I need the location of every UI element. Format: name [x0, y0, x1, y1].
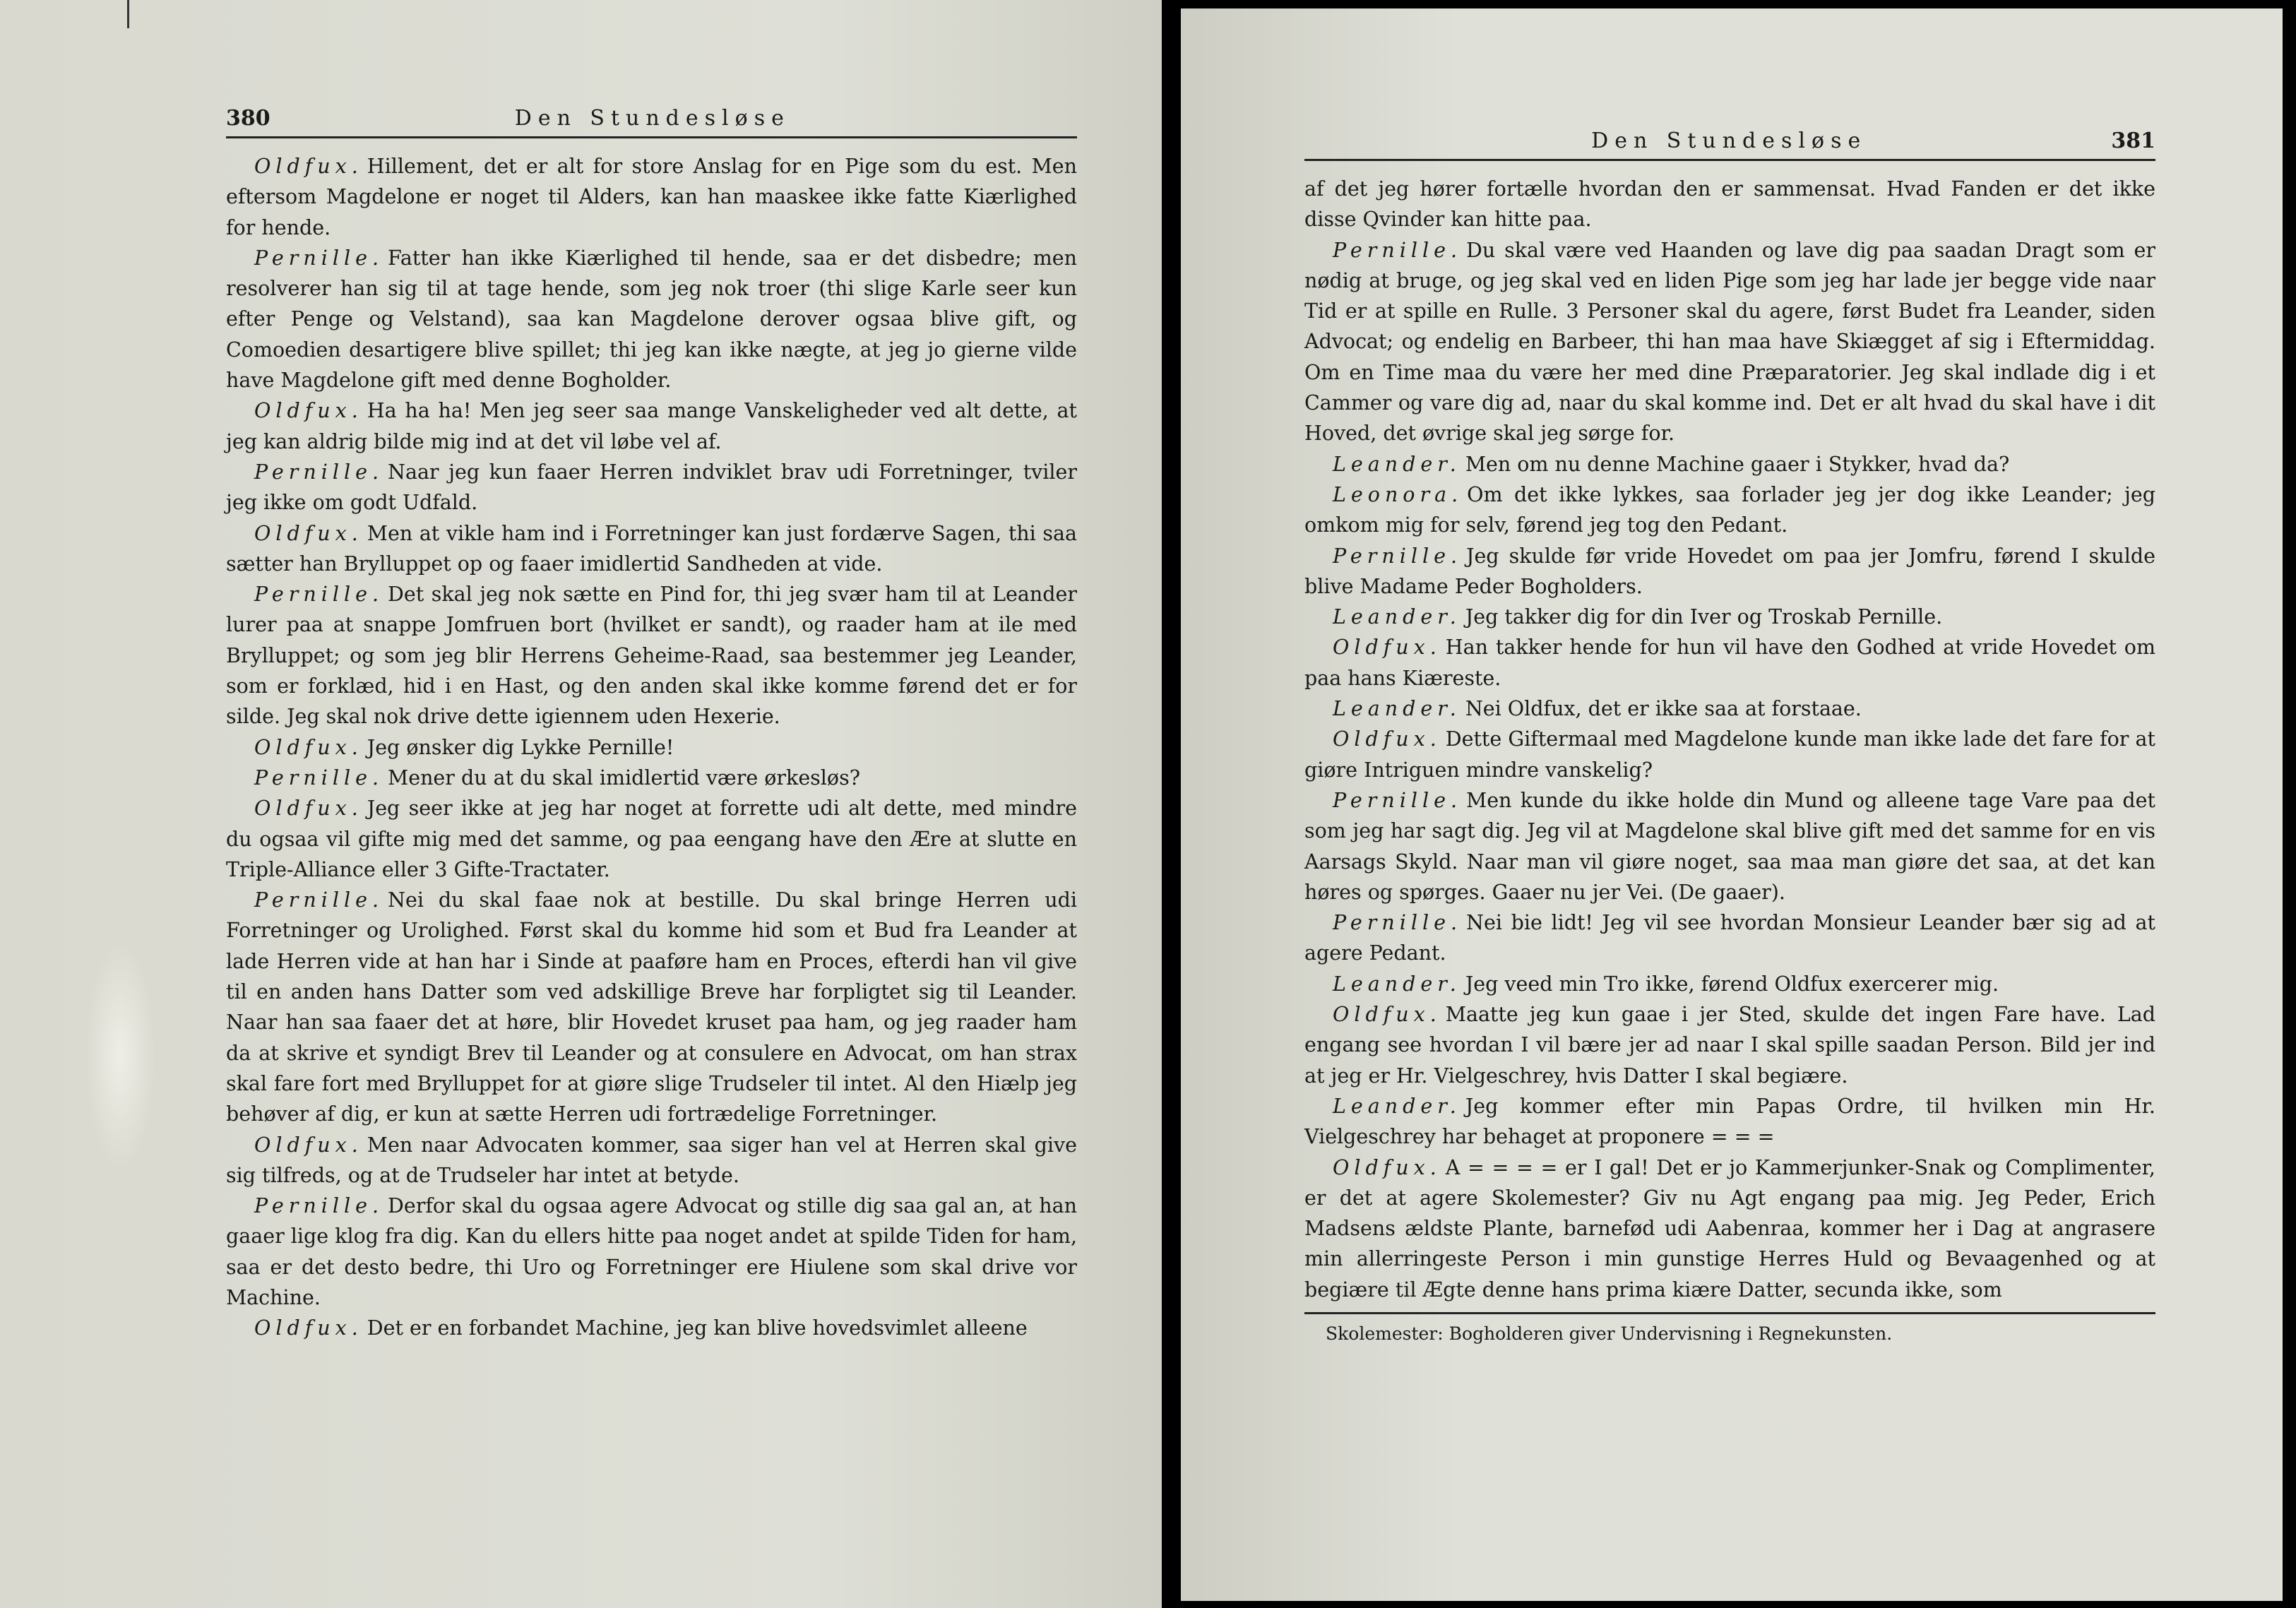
- speaker-name: Oldfux.: [254, 1316, 363, 1340]
- dialogue-paragraph: [1304, 907, 2155, 969]
- speaker-name: Oldfux.: [1333, 1155, 1441, 1179]
- dialogue-text: Det er en forbandet Machine, jeg kan blive hovedsvimlet alleene: [367, 1316, 1028, 1340]
- dialogue-paragraph: [1304, 602, 2155, 632]
- dialogue-text: Nei Oldfux, det er ikke saa at forstaae.: [1465, 697, 1862, 721]
- speaker-name: Oldfux.: [254, 155, 363, 178]
- dialogue-text: Hillement, det er alt for store Anslag for en Pige som du est. Men eftersom Magdelone er noget til Alders, kan han maaskee ikke fatte Kiærlighed for hende.: [226, 155, 1077, 239]
- dialogue-text: Om det ikke lykkes, saa forlader jeg jer dog ikke Leander; jeg omkom mig for selv, førend jeg tog den Pedant.: [1304, 482, 2155, 537]
- dialogue-text: Nei du skal faae nok at bestille. Du skal bringe Herren udi Forretninger og Urolighed. Først skal du komme hid som et Bud fra Leander at lade Herren vide at han har i Sinde at paaføre ham en Proces, efterdi han vil give til en anden hans Datter som ved adskillige Breve har forpligtet sig til Leander. Naar han saa faaer det at høre, blir Hovedet kruset paa ham, og jeg raader ham da at skrive et syndigt Brev til Leander og at consulere en Advocat, om han strax skal fare fort med Brylluppet for at giøre slige Trudseler til intet. Al den Hiælp jeg behøver af dig, er kun at sætte Herren udi fortrædelige Forretninger.: [226, 888, 1077, 1126]
- dialogue-text: Han takker hende for hun vil have den Godhed at vride Hovedet om paa hans Kiæreste.: [1304, 636, 2155, 690]
- dialogue-text: Det skal jeg nok sætte en Pind for, thi jeg svær ham til at Leander lurer paa at snappe Jomfruen bort (hvilket er sandt), og raader ham at ile med Brylluppet; og som jeg blir Herrens Geheime-Raad, saa bestemmer jeg Leander, som er forklæd, hid i en Hast, og den anden skal ikke komme førend det er for silde. Jeg skal nok drive dette igiennem uden Hexerie.: [226, 583, 1077, 729]
- dialogue-paragraph: [1304, 969, 2155, 999]
- speaker-name: Oldfux.: [1333, 636, 1441, 660]
- dialogue-paragraph: [1304, 785, 2155, 907]
- dialogue-text: Jeg takker dig for din Iver og Troskab Pernille.: [1465, 605, 1943, 629]
- speaker-name: Leander.: [1333, 605, 1461, 629]
- dialogue-paragraph: [1304, 724, 2155, 785]
- dialogue-text: Du skal være ved Haanden og lave dig paa saadan Dragt som er nødig at bruge, og jeg skal ved en liden Pige som jeg har lade jer begge vide naar Tid er at spille en Rulle. 3 Personer skal du agere, først Budet fra Leander, siden Advocat; og endelig en Barbeer, thi han maa have Skiægget af sig i Eftermiddag. Om en Time maa du være her med dine Præparatorier. Jeg skal indlade dig i et Cammer og vare dig ad, naar du skal komme ind. Det er alt hvad du skal have i dit Hoved, det øvrige skal jeg sørge for.: [1304, 238, 2155, 446]
- speaker-name: Pernille.: [254, 460, 384, 484]
- dialogue-text: Jeg ønsker dig Lykke Pernille!: [367, 735, 674, 759]
- footnote: Skolemester: Bogholderen giver Undervisning i Regnekunsten.: [1326, 1323, 1893, 1344]
- speaker-name: Pernille.: [254, 1194, 384, 1218]
- speaker-name: Oldfux.: [254, 1133, 363, 1157]
- speaker-name: Oldfux.: [254, 399, 363, 423]
- speaker-name: Oldfux.: [254, 521, 363, 545]
- continuation-paragraph: af det jeg hører fortælle hvordan den er sammensat. Hvad Fanden er det ikke disse Qvinder kan hitte paa.: [1304, 177, 2155, 232]
- page-edge-mark: [127, 0, 129, 28]
- dialogue-text: Mener du at du skal imidlertid være ørkesløs?: [388, 766, 860, 790]
- speaker-name: Pernille.: [1333, 544, 1463, 568]
- dialogue-paragraph: [226, 151, 1077, 243]
- dialogue-text: Fatter han ikke Kiærlighed til hende, saa er det disbedre; men resolverer han sig til at tage hende, som jeg nok troer (thi slige Karle seer kun efter Penge og Velstand), saa kan Magdelone derover ogsaa blive gift, og Comoedien desartigere blive spillet; thi jeg kan ikke nægte, at jeg jo gierne vilde have Magdelone gift med denne Bogholder.: [226, 246, 1077, 393]
- dialogue-paragraph: [226, 395, 1077, 457]
- dialogue-text: Men naar Advocaten kommer, saa siger han vel at Herren skal give sig tilfreds, og at de Trudseler har intet at betyde.: [226, 1133, 1077, 1187]
- left-running-title: Den Stundesløse: [514, 106, 790, 131]
- speaker-name: Pernille.: [254, 766, 384, 790]
- right-page: [1181, 8, 2283, 1601]
- dialogue-paragraph: [1304, 1153, 2155, 1305]
- dialogue-paragraph: [226, 1130, 1077, 1191]
- dialogue-paragraph: [1304, 999, 2155, 1091]
- dialogue-text: A = = = = er I gal! Det er jo Kammerjunker-Snak og Complimenter, er det at agere Skolemester? Giv nu Agt engang paa mig. Jeg Peder, Erich Madsens ældste Plante, barnefød udi Aabenraa, kommer her i Dag at angrasere min allerringeste Person i min gunstige Herres Huld og Bevaagenhed og at begiære til Ægte denne hans prima kiære Datter, secunda ikke, som: [1304, 1155, 2155, 1302]
- left-text-block: [226, 151, 1077, 1344]
- thumb-shadow: [85, 939, 155, 1172]
- speaker-name: Oldfux.: [254, 735, 363, 759]
- dialogue-paragraph: [1304, 541, 2155, 602]
- dialogue-text: Jeg kommer efter min Papas Ordre, til hvilken min Hr. Vielgeschrey har behaget at proponere = = =: [1304, 1094, 2155, 1149]
- speaker-name: Pernille.: [254, 888, 384, 912]
- dialogue-paragraph: [226, 732, 1077, 763]
- dialogue-paragraph: [1304, 693, 2155, 724]
- dialogue-paragraph: [1304, 480, 2155, 541]
- dialogue-paragraph: [226, 518, 1077, 580]
- dialogue-text: Men kunde du ikke holde din Mund og alleene tage Vare paa det som jeg har sagt dig. Jeg vil at Magdelone skal blive gift med det samme for en vis Aarsags Skyld. Naar man vil giøre noget, saa maa man giøre det saa, at det kan høres og spørges. Gaaer nu jer Vei. (De gaaer).: [1304, 788, 2155, 904]
- speaker-name: Leander.: [1333, 697, 1461, 721]
- dialogue-text: Jeg seer ikke at jeg har noget at forrette udi alt dette, med mindre du ogsaa vil gifte mig med det samme, og paa eengang have den Ære at slutte en Triple-Alliance eller 3 Gifte-Tractater.: [226, 797, 1077, 881]
- dialogue-text: Jeg veed min Tro ikke, førend Oldfux exercerer mig.: [1465, 972, 1999, 996]
- dialogue-paragraph: [226, 1191, 1077, 1313]
- left-running-head: [226, 106, 1077, 138]
- dialogue-text: Derfor skal du ogsaa agere Advocat og stille dig saa gal an, at han gaaer lige klog fra dig. Kan du ellers hitte paa noget andet at spilde Tiden for ham, saa er det desto bedre, thi Uro og Forretninger ere Hiulene som skal drive vor Machine.: [226, 1194, 1077, 1309]
- dialogue-text: Dette Giftermaal med Magdelone kunde man ikke lade det fare for at giøre Intriguen mindre vanskelig?: [1304, 727, 2155, 782]
- left-page-number: 380: [226, 106, 270, 131]
- speaker-name: Pernille.: [1333, 788, 1463, 812]
- dialogue-paragraph: [1304, 1091, 2155, 1153]
- dialogue-text: Men at vikle ham ind i Forretninger kan just fordærve Sagen, thi saa sætter han Brylluppet op og faaer imidlertid Sandheden at vide.: [226, 521, 1077, 576]
- speaker-name: Leander.: [1333, 1094, 1461, 1118]
- dialogue-paragraph: [226, 763, 1077, 793]
- dialogue-paragraph: [226, 457, 1077, 518]
- right-page-number: 381: [2111, 129, 2155, 153]
- right-running-head: [1304, 129, 2155, 161]
- speaker-name: Pernille.: [254, 583, 384, 607]
- dialogue-text: Maatte jeg kun gaae i jer Sted, skulde det ingen Fare have. Lad engang see hvordan I vil bære jer ad naar I skal spille saadan Person. Bild jer ind at jeg er Hr. Vielgeschrey, hvis Datter I skal begiære.: [1304, 1003, 2155, 1088]
- speaker-name: Oldfux.: [1333, 727, 1441, 751]
- speaker-name: Leander.: [1333, 452, 1461, 476]
- dialogue-paragraph: [1304, 632, 2155, 693]
- dialogue-paragraph: [226, 793, 1077, 885]
- dialogue-text: Men om nu denne Machine gaaer i Stykker, hvad da?: [1465, 452, 2010, 476]
- dialogue-paragraph: [1304, 235, 2155, 449]
- dialogue-paragraph: [226, 885, 1077, 1129]
- dialogue-text: Ha ha ha! Men jeg seer saa mange Vanskeligheder ved alt dette, at jeg kan aldrig bilde mig ind at det vil løbe vel af.: [226, 399, 1077, 453]
- speaker-name: Leander.: [1333, 972, 1461, 996]
- speaker-name: Pernille.: [1333, 238, 1463, 262]
- speaker-name: Oldfux.: [254, 797, 363, 821]
- dialogue-text: Naar jeg kun faaer Herren indviklet brav udi Forretninger, tviler jeg ikke om godt Udfald.: [226, 460, 1077, 515]
- speaker-name: Pernille.: [1333, 911, 1463, 935]
- dialogue-paragraph: [226, 1313, 1077, 1343]
- right-text-block: [1304, 174, 2155, 1305]
- dialogue-paragraph: [226, 579, 1077, 732]
- dialogue-paragraph: [1304, 449, 2155, 480]
- speaker-name: Oldfux.: [1333, 1003, 1441, 1027]
- right-running-title: Den Stundesløse: [1591, 129, 1867, 153]
- speaker-name: Leonora.: [1333, 482, 1463, 506]
- dialogue-text: Jeg skulde før vride Hovedet om paa jer Jomfru, førend I skulde blive Madame Peder Bogholders.: [1304, 544, 2155, 598]
- dialogue-text: Nei bie lidt! Jeg vil see hvordan Monsieur Leander bær sig ad at agere Pedant.: [1304, 911, 2155, 965]
- speaker-name: Pernille.: [254, 246, 384, 270]
- dialogue-paragraph: [226, 243, 1077, 395]
